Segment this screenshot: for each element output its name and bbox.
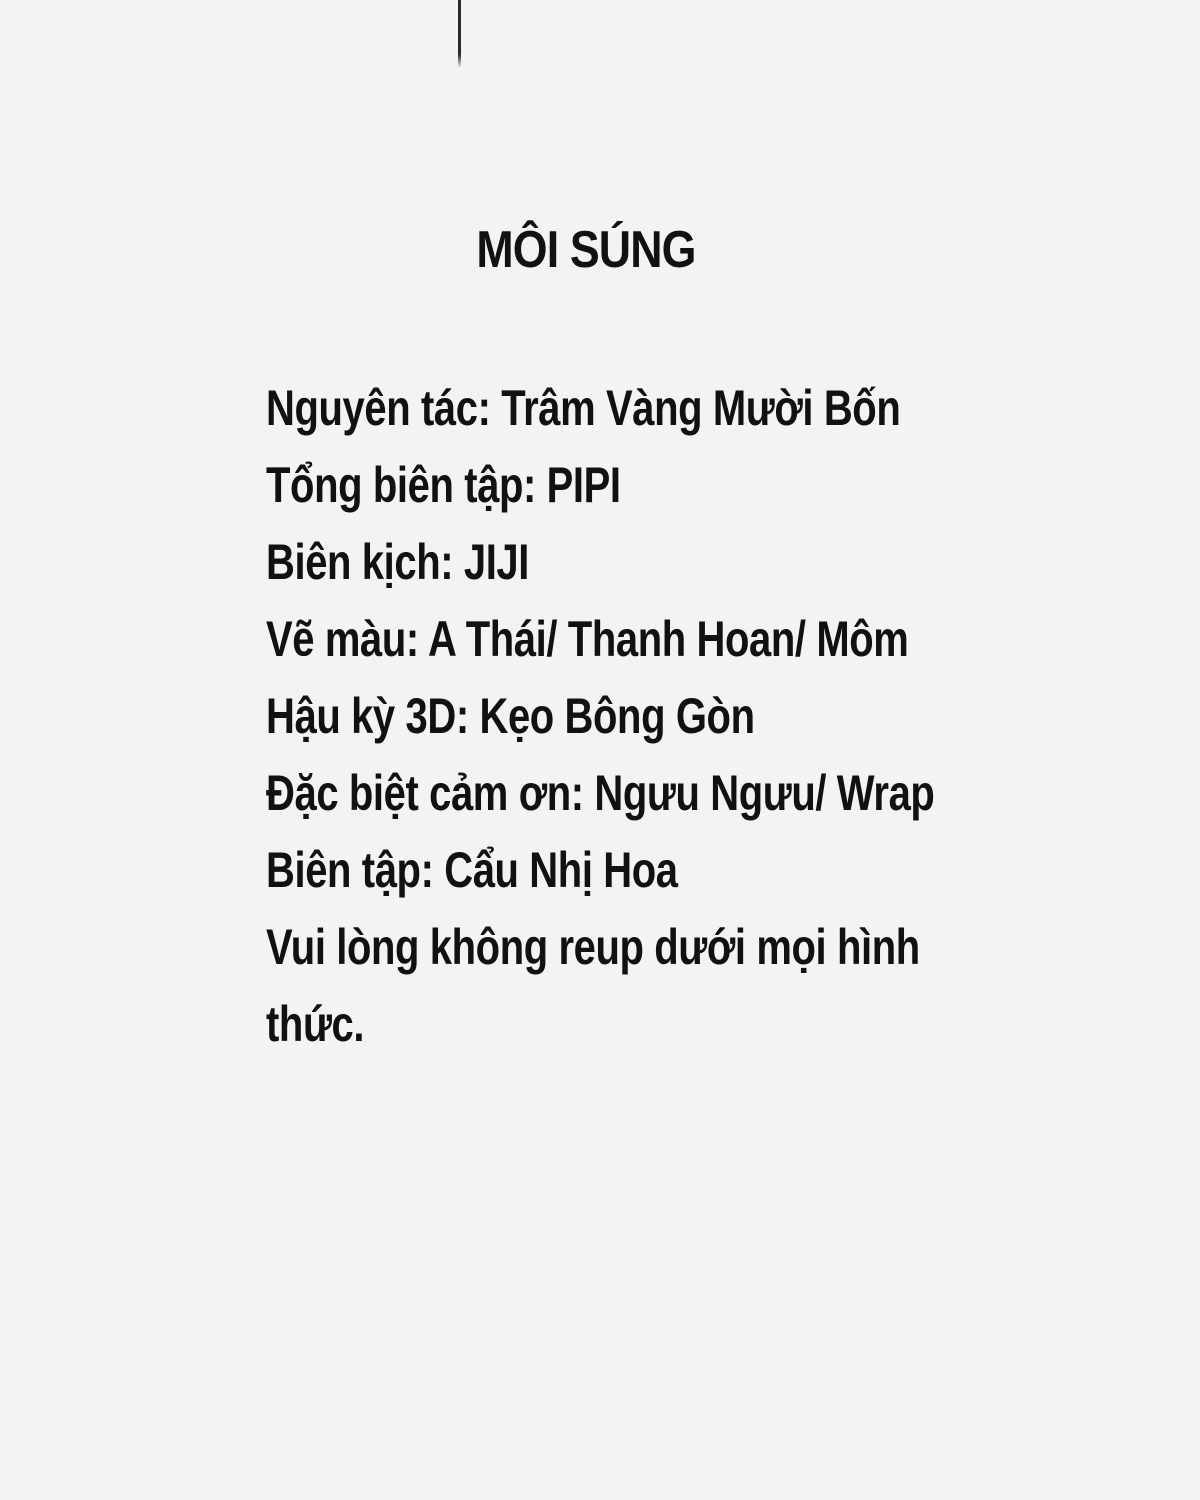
page-title: MÔI SÚNG [476,221,696,279]
credit-special-thanks: Đặc biệt cảm ơn: Ngưu Ngưu/ Wrap [266,765,935,821]
credit-screenwriter: Biên kịch: JIJI [266,534,529,590]
credit-colorists: Vẽ màu: A Thái/ Thanh Hoan/ Môm [266,611,909,667]
credit-editor: Biên tập: Cẩu Nhị Hoa [266,842,678,898]
ink-stroke [458,0,461,68]
credit-chief-editor: Tổng biên tập: PIPI [266,457,621,513]
credits-list [266,370,1026,1063]
credit-3d-post: Hậu kỳ 3D: Kẹo Bông Gòn [266,688,755,744]
credit-original-author: Nguyên tác: Trâm Vàng Mười Bốn [266,380,901,436]
reupload-notice-end: thức. [266,996,365,1052]
reupload-notice: Vui lòng không reup dưới mọi hình [266,919,920,975]
